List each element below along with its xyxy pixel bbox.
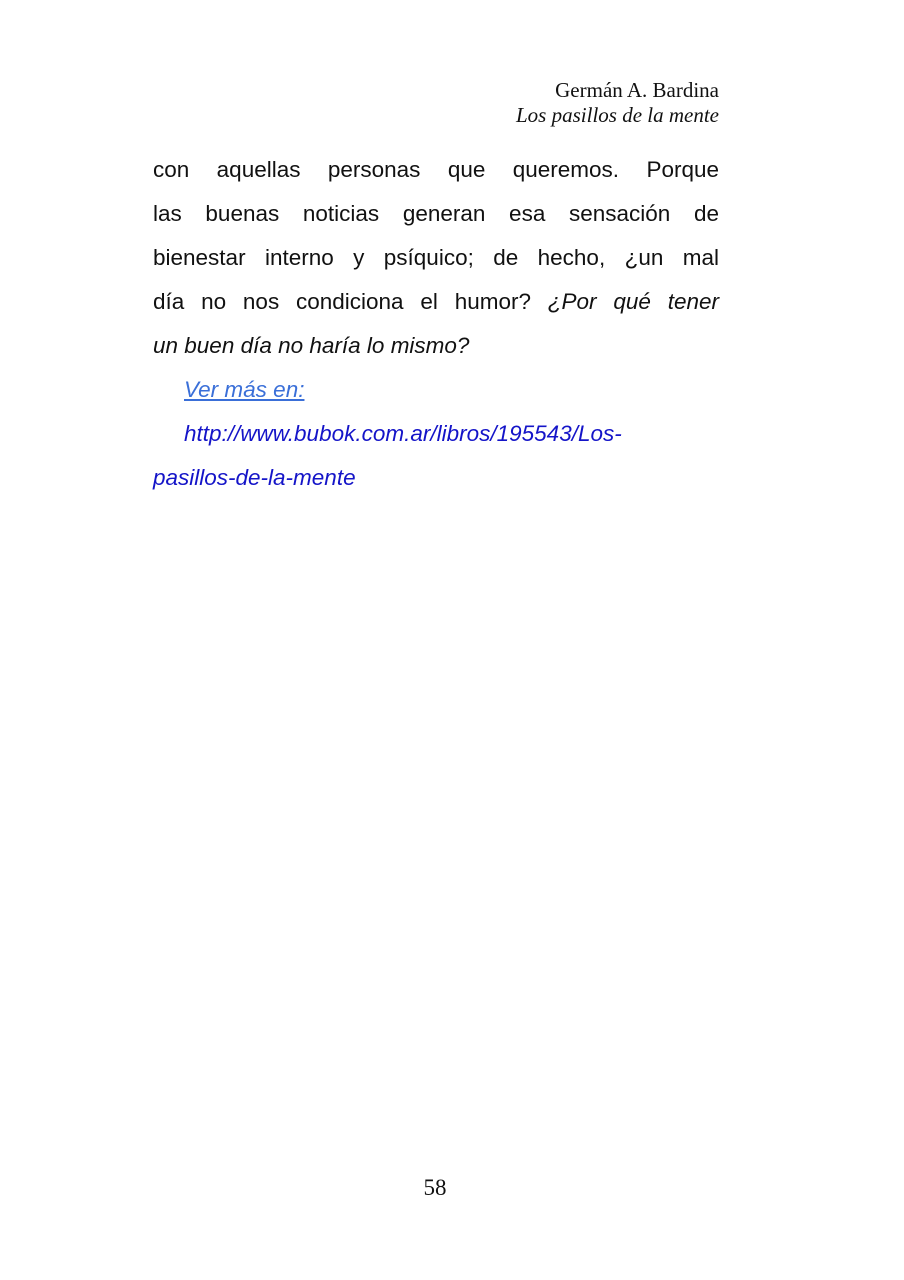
text-italic: ¿Por qué tener [547,289,719,314]
running-header [516,78,719,128]
text-line: con aquellas personas que queremos. Porque [153,157,719,182]
see-more-line [153,370,719,414]
text-line: las buenas noticias generan esa sensación de [153,201,719,226]
page-number: 58 [423,1175,447,1200]
text-line [153,282,719,326]
url-line [153,458,719,502]
book-url-link[interactable]: http://www.bubok.com.ar/libros/195543/Los- [184,421,622,446]
header-author: Germán A. Bardina [555,78,719,102]
text-line: bienestar interno y psíquico; de hecho, ¿un mal [153,245,719,270]
url-line [153,414,719,458]
text-regular: día no nos condiciona el humor? [153,289,531,314]
book-url-link-continued[interactable]: pasillos-de-la-mente [153,465,356,490]
body-text [153,150,719,502]
header-book-title: Los pasillos de la mente [516,103,719,127]
see-more-link[interactable]: Ver más en: [184,377,305,402]
text-line: un buen día no haría lo mismo? [153,333,470,358]
